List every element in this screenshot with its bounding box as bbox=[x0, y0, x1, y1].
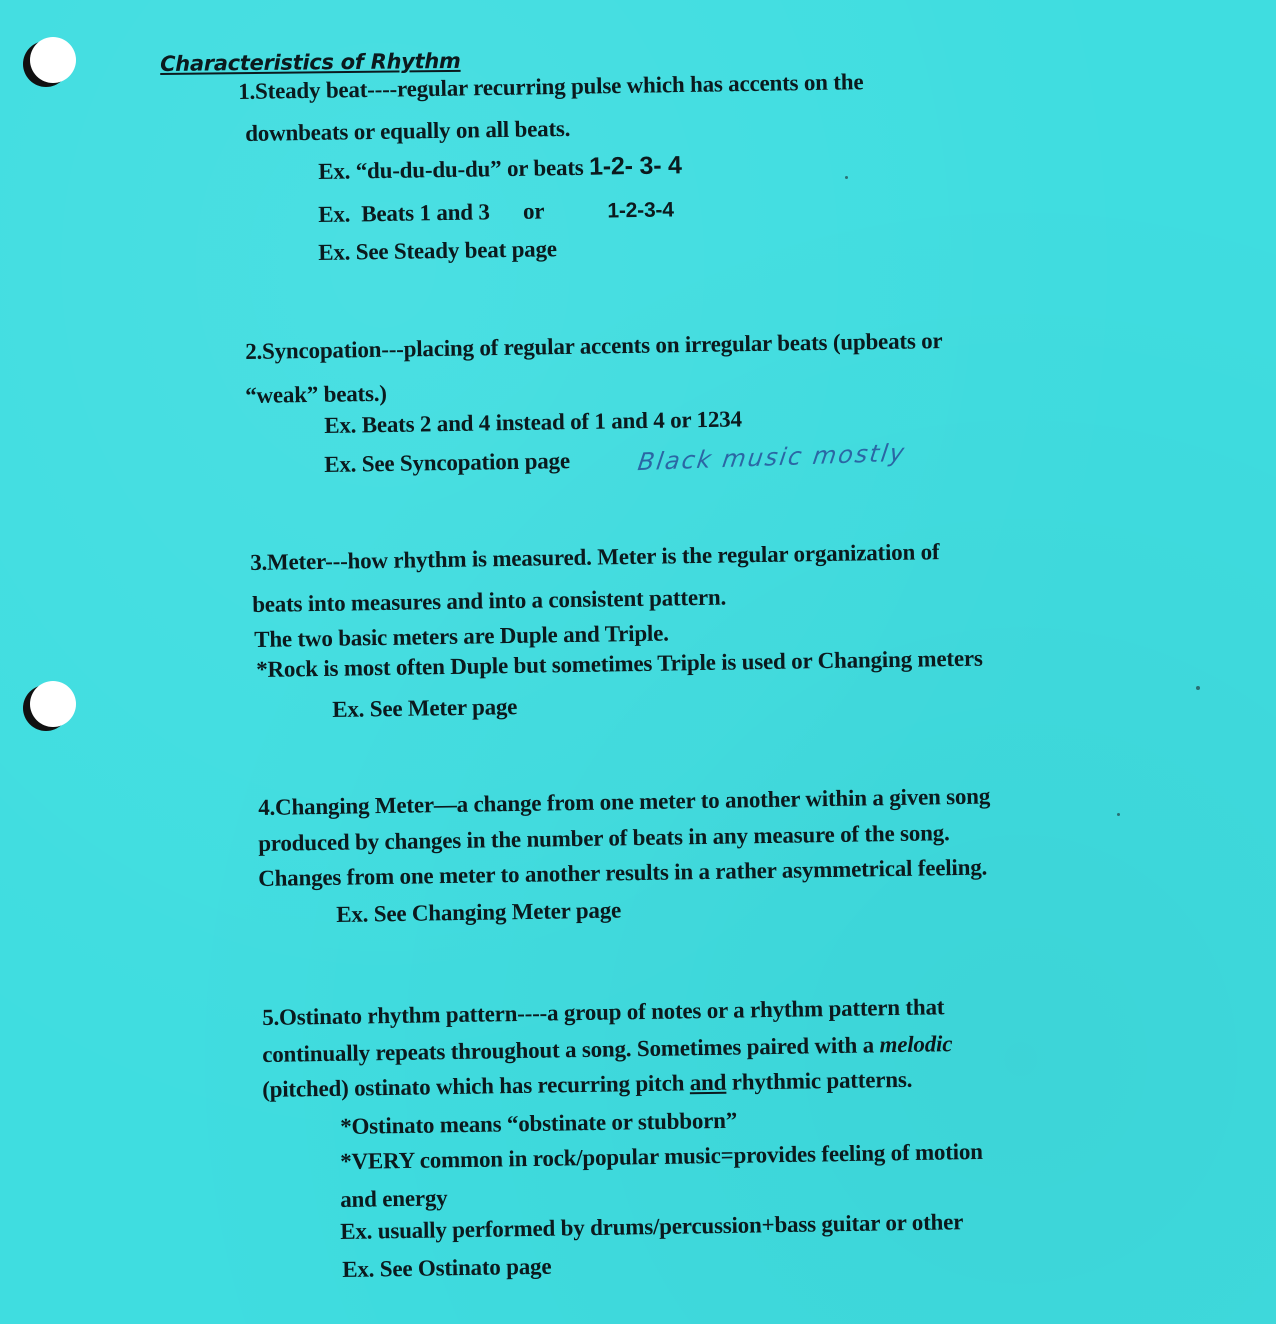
section-5-line-2-italic: melodic bbox=[879, 1031, 953, 1058]
scan-speck bbox=[845, 176, 848, 179]
section-1-example-2 bbox=[318, 196, 674, 227]
section-5-note-2: *VERY common in rock/popular music=provides feeling of motion bbox=[340, 1138, 983, 1174]
section-5-line-2-text: continually repeats throughout a song. Sometimes paired with a bbox=[262, 1032, 880, 1067]
handwritten-note: Black music mostly bbox=[636, 438, 908, 477]
section-5-line-3-text: (pitched) ostinato which has recurring pitch bbox=[262, 1070, 690, 1102]
section-5-line-3 bbox=[262, 1067, 912, 1103]
section-4-example-1: Ex. See Changing Meter page bbox=[336, 897, 622, 927]
section-4-line-1: 4.Changing Meter—a change from one meter to another within a given song bbox=[258, 783, 991, 820]
section-1-example-1 bbox=[318, 152, 682, 185]
section-2-example-2: Ex. See Syncopation page bbox=[324, 448, 571, 477]
section-1-example-1-text: Ex. “du-du-du-du” or beats bbox=[318, 154, 584, 184]
binder-hole-top bbox=[30, 37, 76, 83]
section-5-note-4: Ex. usually performed by drums/percussion+bass guitar or other bbox=[340, 1209, 964, 1244]
section-5-note-5: Ex. See Ostinato page bbox=[342, 1253, 552, 1282]
section-3-line-1: 3.Meter---how rhythm is measured. Meter is the regular organization of bbox=[250, 539, 940, 575]
binder-hole-middle bbox=[30, 681, 76, 727]
section-2-example-1: Ex. Beats 2 and 4 instead of 1 and 4 or 1234 bbox=[324, 406, 742, 438]
scan-speck bbox=[1196, 686, 1200, 690]
scan-speck bbox=[1117, 813, 1120, 816]
section-1-line-2: downbeats or equally on all beats. bbox=[245, 115, 571, 146]
section-2-line-1: 2.Syncopation---placing of regular accents on irregular beats (upbeats or bbox=[245, 328, 943, 364]
page-title: Characteristics of Rhythm bbox=[160, 48, 461, 76]
section-1-example-1-beats: 1-2- 3- 4 bbox=[588, 151, 682, 181]
section-4-line-2: produced by changes in the number of beats in any measure of the song. bbox=[258, 820, 950, 856]
section-3-line-3: The two basic meters are Duple and Triple. bbox=[254, 620, 669, 652]
section-5-line-1: 5.Ostinato rhythm pattern----a group of notes or a rhythm pattern that bbox=[262, 994, 945, 1030]
section-5-note-1: *Ostinato means “obstinate or stubborn” bbox=[340, 1107, 738, 1139]
section-1-example-3: Ex. See Steady beat page bbox=[318, 236, 557, 265]
section-1-line-1: 1.Steady beat----regular recurring pulse which has accents on the bbox=[238, 69, 864, 104]
section-4-line-3: Changes from one meter to another results in a rather asymmetrical feeling. bbox=[258, 854, 988, 891]
section-3-example-1: Ex. See Meter page bbox=[332, 694, 518, 722]
section-3-line-4: *Rock is most often Duple but sometimes Triple is used or Changing meters bbox=[256, 645, 983, 682]
section-5-note-3: and energy bbox=[340, 1185, 448, 1212]
section-2-line-2: “weak” beats.) bbox=[245, 380, 387, 408]
section-5-line-3-tail: rhythmic patterns. bbox=[726, 1066, 913, 1095]
section-3-line-2: beats into measures and into a consistent pattern. bbox=[252, 584, 727, 617]
section-5-line-2 bbox=[262, 1031, 952, 1067]
section-1-example-2-beats: 1-2-3-4 bbox=[607, 198, 674, 223]
section-1-example-2-text: Ex. Beats 1 and 3 or bbox=[318, 198, 545, 227]
section-5-line-3-underlined: and bbox=[689, 1069, 727, 1096]
